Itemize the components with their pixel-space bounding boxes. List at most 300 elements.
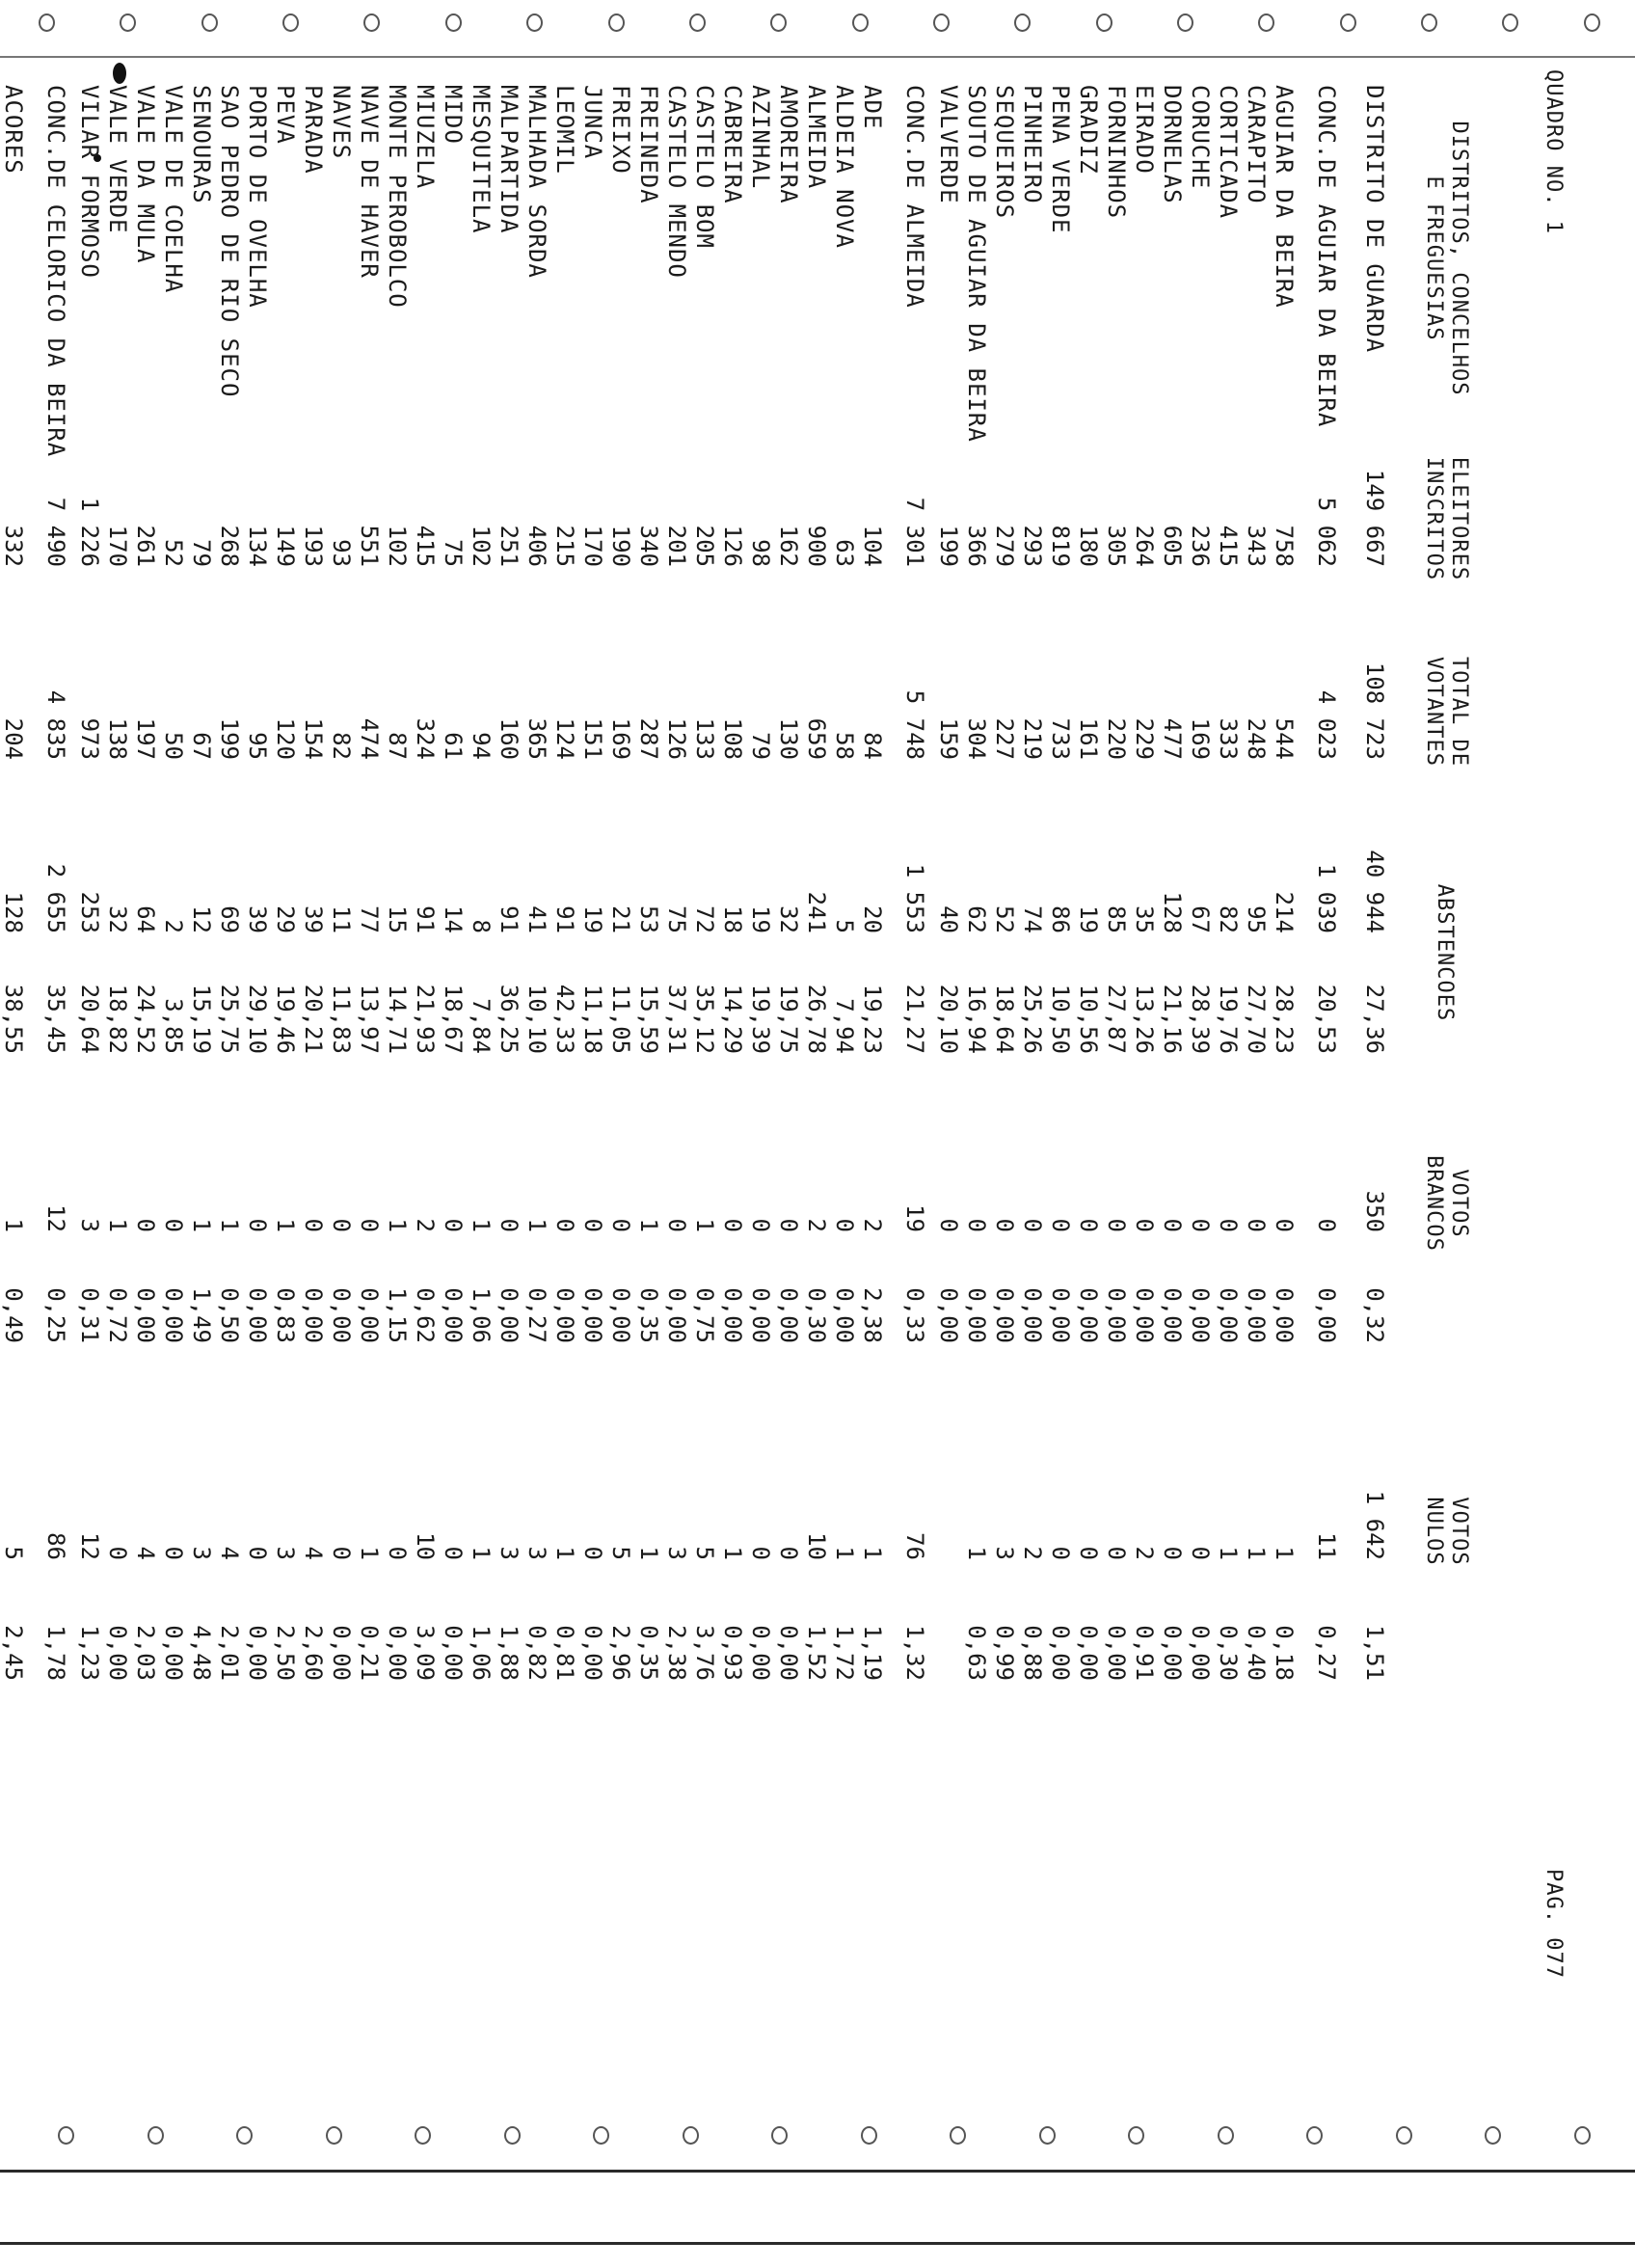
cell-nulos-pct: 0,81 (551, 1625, 578, 1681)
row-name: AMOREIRA (775, 85, 802, 204)
row-name: MIDO (440, 85, 467, 145)
col-header-brancos: VOTOS BRANCOS (1422, 1155, 1471, 1252)
cell-nulos: 76 (901, 1532, 928, 1560)
cell-brancos-pct: 0,31 (76, 1287, 103, 1343)
cell-brancos-pct: 0,00 (160, 1287, 187, 1343)
cell-inscritos: 819 (1047, 525, 1074, 567)
cell-votantes: 159 (935, 717, 962, 760)
cell-inscritos: 268 (216, 525, 243, 567)
table-row (495, 56, 523, 2187)
cell-abstencoes-pct: 35,12 (691, 984, 718, 1054)
cell-votantes: 304 (963, 717, 990, 760)
cell-votantes: 133 (691, 717, 718, 760)
cell-inscritos: 293 (1019, 525, 1046, 567)
cell-brancos-pct: 0,33 (901, 1287, 928, 1343)
cell-votantes: 138 (104, 717, 131, 760)
cell-brancos-pct: 0,00 (1187, 1287, 1214, 1343)
cell-nulos-pct: 0,00 (1103, 1625, 1130, 1681)
cell-nulos: 3 (272, 1546, 299, 1560)
table-row (439, 56, 467, 2187)
cell-brancos-pct: 0,00 (963, 1287, 990, 1343)
cell-inscritos: 261 (132, 525, 159, 567)
cell-inscritos: 305 (1103, 525, 1130, 567)
cell-nulos-pct: 3,09 (412, 1625, 439, 1681)
cell-nulos: 0 (1103, 1546, 1130, 1560)
row-name: NAVE DE HAVER (356, 85, 383, 279)
printout-table (0, 56, 1577, 2187)
cell-nulos-pct: 1,72 (831, 1625, 858, 1681)
cell-inscritos: 7 301 (901, 497, 928, 567)
feed-hole (445, 14, 462, 32)
cell-abstencoes-pct: 10,50 (1047, 984, 1074, 1054)
cell-abstencoes-pct: 13,26 (1131, 984, 1158, 1054)
table-row (523, 56, 550, 2187)
cell-inscritos: 102 (468, 525, 495, 567)
cell-brancos-pct: 0,00 (132, 1287, 159, 1343)
table-row (75, 56, 103, 2187)
concelho-total-row (886, 56, 934, 2187)
cell-brancos-pct: 1,15 (384, 1287, 411, 1343)
district-total-row (1346, 56, 1394, 2187)
cell-votantes: 477 (1159, 717, 1186, 760)
cell-brancos-pct: 0,30 (803, 1287, 830, 1343)
cell-brancos: 0 (1313, 1218, 1340, 1232)
cell-brancos: 0 (132, 1218, 159, 1232)
cell-nulos-pct: 1,06 (468, 1625, 495, 1681)
cell-brancos-pct: 0,00 (328, 1287, 355, 1343)
cell-inscritos: 201 (663, 525, 690, 567)
col-header-inscritos: ELEITORES INSCRITOS (1422, 456, 1471, 581)
row-name: CARAPITO (1243, 85, 1270, 204)
cell-abstencoes: 15 (384, 905, 411, 933)
table-row (411, 56, 439, 2187)
cell-nulos-pct: 1,78 (42, 1625, 69, 1681)
feed-hole (852, 14, 869, 32)
cell-brancos-pct: 0,00 (935, 1287, 962, 1343)
cell-nulos: 5 (0, 1546, 27, 1560)
cell-abstencoes-pct: 25,75 (216, 984, 243, 1054)
cell-abstencoes: 32 (775, 905, 802, 933)
cell-brancos: 0 (1243, 1218, 1270, 1232)
cell-nulos-pct: 0,21 (356, 1625, 383, 1681)
cell-brancos-pct: 0,00 (831, 1287, 858, 1343)
cell-brancos: 0 (1131, 1218, 1158, 1232)
table-row (299, 56, 327, 2187)
cell-votantes: 204 (0, 717, 27, 760)
row-name: ADE (859, 85, 886, 130)
cell-inscritos: 551 (356, 525, 383, 567)
cell-brancos: 0 (991, 1218, 1018, 1232)
cell-brancos-pct: 0,00 (1103, 1287, 1130, 1343)
table-row (1046, 56, 1074, 2187)
cell-nulos-pct: 1,23 (76, 1625, 103, 1681)
cell-nulos: 1 (859, 1546, 886, 1560)
cell-abstencoes-pct: 14,71 (384, 984, 411, 1054)
table-row (1102, 56, 1130, 2187)
cell-abstencoes: 128 (1159, 891, 1186, 933)
cell-abstencoes: 1 553 (901, 863, 928, 933)
cell-brancos: 12 (42, 1204, 69, 1232)
cell-abstencoes-pct: 37,31 (663, 984, 690, 1054)
cell-inscritos: 102 (384, 525, 411, 567)
cell-brancos-pct: 0,00 (1159, 1287, 1186, 1343)
cell-nulos-pct: 0,00 (1047, 1625, 1074, 1681)
cell-votantes: 50 (160, 732, 187, 760)
feed-hole (770, 14, 787, 32)
table-row (187, 56, 215, 2187)
cell-nulos: 1 (356, 1546, 383, 1560)
cell-votantes: 120 (272, 717, 299, 760)
cell-inscritos: 7 490 (42, 497, 69, 567)
row-name: SENOURAS (188, 85, 215, 204)
table-row (1242, 56, 1270, 2187)
cell-abstencoes-pct: 28,39 (1187, 984, 1214, 1054)
cell-brancos-pct: 0,62 (412, 1287, 439, 1343)
cell-nulos-pct: 1,32 (901, 1625, 928, 1681)
cell-nulos-pct: 0,00 (1075, 1625, 1102, 1681)
cell-abstencoes: 67 (1187, 905, 1214, 933)
cell-votantes: 94 (468, 732, 495, 760)
table-row (746, 56, 774, 2187)
row-name: MESQUITELA (468, 85, 495, 234)
cell-votantes: 95 (244, 732, 271, 760)
table-row (271, 56, 299, 2187)
table-row (718, 56, 746, 2187)
cell-brancos-pct: 0,00 (747, 1287, 774, 1343)
cell-inscritos: 149 667 (1361, 469, 1388, 567)
feed-hole (1014, 14, 1031, 32)
cell-votantes: 124 (551, 717, 578, 760)
cell-votantes: 199 (216, 717, 243, 760)
cell-nulos: 3 (496, 1546, 523, 1560)
row-name: CABREIRA (719, 85, 746, 204)
cell-abstencoes-pct: 16,94 (963, 984, 990, 1054)
cell-nulos-pct: 0,00 (1187, 1625, 1214, 1681)
cell-abstencoes: 64 (132, 905, 159, 933)
cell-brancos: 0 (1075, 1218, 1102, 1232)
feed-hole (1096, 14, 1112, 32)
cell-abstencoes-pct: 3,85 (160, 998, 187, 1054)
cell-brancos-pct: 0,00 (440, 1287, 467, 1343)
table-row (830, 56, 858, 2187)
row-name: DISTRITO DE GUARDA (1361, 85, 1388, 354)
cell-abstencoes-pct: 25,26 (1019, 984, 1046, 1054)
cell-abstencoes: 72 (691, 905, 718, 933)
cell-brancos-pct: 0,49 (0, 1287, 27, 1343)
row-name: JUNCA (579, 85, 606, 160)
cell-abstencoes-pct: 7,94 (831, 998, 858, 1054)
cell-nulos-pct: 0,00 (104, 1625, 131, 1681)
cell-abstencoes: 8 (468, 919, 495, 933)
cell-brancos: 0 (160, 1218, 187, 1232)
table-row (1214, 56, 1242, 2187)
cell-inscritos: 180 (1075, 525, 1102, 567)
cell-nulos: 1 (831, 1546, 858, 1560)
cell-inscritos: 215 (551, 525, 578, 567)
cell-votantes: 197 (132, 717, 159, 760)
cell-votantes: 126 (663, 717, 690, 760)
row-name: ALMEIDA (803, 85, 830, 190)
cell-abstencoes: 5 (831, 919, 858, 933)
cell-nulos-pct: 0,18 (1271, 1625, 1298, 1681)
cell-nulos-pct: 0,40 (1243, 1625, 1270, 1681)
row-name: FREIXO (607, 85, 634, 175)
cell-abstencoes-pct: 26,78 (803, 984, 830, 1054)
cell-nulos: 0 (1047, 1546, 1074, 1560)
cell-nulos-pct: 0,91 (1131, 1625, 1158, 1681)
table-row (774, 56, 802, 2187)
cell-abstencoes-pct: 19,75 (775, 984, 802, 1054)
cell-brancos-pct: 0,50 (216, 1287, 243, 1343)
cell-inscritos: 415 (1215, 525, 1242, 567)
cell-brancos: 0 (1187, 1218, 1214, 1232)
row-name: PARADA (300, 85, 327, 175)
cell-votantes: 973 (76, 717, 103, 760)
feed-hole (363, 14, 380, 32)
cell-inscritos: 415 (412, 525, 439, 567)
top-feed-holes (39, 14, 1600, 32)
cell-brancos: 0 (663, 1218, 690, 1232)
cell-nulos: 1 (468, 1546, 495, 1560)
row-name: CONC.DE ALMEIDA (901, 85, 928, 309)
cell-nulos: 4 (132, 1546, 159, 1560)
cell-votantes: 4 023 (1313, 689, 1340, 760)
cell-nulos: 5 (691, 1546, 718, 1560)
row-name: SAO PEDRO DE RIO SECO (216, 85, 243, 398)
table-row (1130, 56, 1158, 2187)
cell-nulos: 2 (1019, 1546, 1046, 1560)
cell-nulos-pct: 0,35 (635, 1625, 662, 1681)
cell-votantes: 248 (1243, 717, 1270, 760)
cell-votantes: 5 748 (901, 689, 928, 760)
bottom-frame-line (0, 2242, 1635, 2245)
cell-brancos: 1 (272, 1218, 299, 1232)
cell-nulos: 3 (523, 1546, 550, 1560)
cell-abstencoes: 11 (328, 905, 355, 933)
cell-inscritos: 134 (244, 525, 271, 567)
cell-nulos-pct: 0,00 (579, 1625, 606, 1681)
cell-inscritos: 98 (747, 539, 774, 567)
cell-votantes: 219 (1019, 717, 1046, 760)
cell-brancos: 0 (1103, 1218, 1130, 1232)
cell-votantes: 151 (579, 717, 606, 760)
cell-nulos-pct: 0,00 (384, 1625, 411, 1681)
row-name: FREINEDA (635, 85, 662, 204)
cell-nulos-pct: 0,63 (963, 1625, 990, 1681)
cell-nulos: 0 (244, 1546, 271, 1560)
cell-inscritos: 126 (719, 525, 746, 567)
table-row (802, 56, 830, 2187)
cell-votantes: 108 (719, 717, 746, 760)
cell-votantes: 169 (607, 717, 634, 760)
cell-inscritos: 199 (935, 525, 962, 567)
cell-votantes: 324 (412, 717, 439, 760)
cell-nulos-pct: 0,93 (719, 1625, 746, 1681)
cell-votantes: 220 (1103, 717, 1130, 760)
cell-abstencoes-pct: 35,45 (42, 984, 69, 1054)
row-name: CORUCHE (1187, 85, 1214, 190)
cell-nulos: 10 (803, 1532, 830, 1560)
cell-brancos-pct: 0,00 (1047, 1287, 1074, 1343)
cell-brancos: 0 (551, 1218, 578, 1232)
row-name: MALPARTIDA (496, 85, 523, 234)
feed-hole (1177, 14, 1193, 32)
cell-votantes: 227 (991, 717, 1018, 760)
row-name: SOUTO DE AGUIAR DA BEIRA (963, 85, 990, 443)
cell-inscritos: 279 (991, 525, 1018, 567)
cell-brancos-pct: 0,00 (1131, 1287, 1158, 1343)
table-row (355, 56, 383, 2187)
cell-nulos-pct: 0,00 (747, 1625, 774, 1681)
cell-nulos: 0 (1187, 1546, 1214, 1560)
cell-inscritos: 52 (160, 539, 187, 567)
row-name: AGUIAR DA BEIRA (1271, 85, 1298, 309)
cell-brancos: 0 (356, 1218, 383, 1232)
row-name: VALE VERDE (104, 85, 131, 234)
cell-nulos-pct: 2,03 (132, 1625, 159, 1681)
cell-nulos-pct: 3,76 (691, 1625, 718, 1681)
table-row (662, 56, 690, 2187)
row-name: EIRADO (1131, 85, 1158, 175)
cell-nulos: 3 (188, 1546, 215, 1560)
table-row (103, 56, 131, 2187)
cell-abstencoes: 20 (859, 905, 886, 933)
cell-brancos-pct: 0,00 (1271, 1287, 1298, 1343)
cell-abstencoes-pct: 10,10 (523, 984, 550, 1054)
cell-abstencoes-pct: 29,10 (244, 984, 271, 1054)
cell-nulos: 0 (579, 1546, 606, 1560)
cell-abstencoes-pct: 27,36 (1361, 984, 1388, 1054)
feed-hole (689, 14, 706, 32)
cell-inscritos: 170 (579, 525, 606, 567)
cell-abstencoes: 35 (1131, 905, 1158, 933)
cell-brancos-pct: 0,00 (244, 1287, 271, 1343)
cell-nulos: 3 (991, 1546, 1018, 1560)
cell-brancos-pct: 0,00 (1243, 1287, 1270, 1343)
cell-brancos-pct: 0,00 (1075, 1287, 1102, 1343)
cell-nulos-pct: 0,88 (1019, 1625, 1046, 1681)
cell-votantes: 87 (384, 732, 411, 760)
cell-abstencoes: 128 (0, 891, 27, 933)
cell-abstencoes-pct: 15,19 (188, 984, 215, 1054)
row-name: PEVA (272, 85, 299, 145)
cell-abstencoes: 91 (496, 905, 523, 933)
cell-brancos-pct: 0,00 (300, 1287, 327, 1343)
cell-brancos-pct: 0,00 (607, 1287, 634, 1343)
cell-nulos-pct: 0,00 (775, 1625, 802, 1681)
cell-nulos: 0 (160, 1546, 187, 1560)
cell-abstencoes: 75 (663, 905, 690, 933)
cell-abstencoes-pct: 28,23 (1271, 984, 1298, 1054)
cell-nulos: 11 (1313, 1532, 1340, 1560)
table-row (1018, 56, 1046, 2187)
cell-brancos-pct: 0,25 (42, 1287, 69, 1343)
cell-nulos-pct: 0,00 (328, 1625, 355, 1681)
cell-brancos-pct: 0,35 (635, 1287, 662, 1343)
table-row (606, 56, 634, 2187)
cell-abstencoes: 253 (76, 891, 103, 933)
feed-hole (1421, 14, 1437, 32)
row-name: MALHADA SORDA (523, 85, 550, 279)
cell-abstencoes-pct: 19,76 (1215, 984, 1242, 1054)
cell-abstencoes-pct: 38,55 (0, 984, 27, 1054)
cell-inscritos: 236 (1187, 525, 1214, 567)
table-row (0, 56, 27, 2187)
cell-abstencoes: 29 (272, 905, 299, 933)
cell-abstencoes: 2 (160, 919, 187, 933)
row-name: PORTO DE OVELHA (244, 85, 271, 309)
cell-brancos: 0 (1271, 1218, 1298, 1232)
cell-inscritos: 79 (188, 539, 215, 567)
cell-abstencoes: 62 (963, 905, 990, 933)
cell-abstencoes-pct: 10,56 (1075, 984, 1102, 1054)
cell-inscritos: 170 (104, 525, 131, 567)
cell-brancos: 1 (384, 1218, 411, 1232)
cell-abstencoes: 19 (747, 905, 774, 933)
cell-nulos: 0 (747, 1546, 774, 1560)
cell-nulos-pct: 2,96 (607, 1625, 634, 1681)
row-name: CORTICADA (1215, 85, 1242, 220)
cell-nulos: 1 (963, 1546, 990, 1560)
cell-abstencoes-pct: 19,23 (859, 984, 886, 1054)
cell-abstencoes: 214 (1271, 891, 1298, 933)
cell-abstencoes: 21 (607, 905, 634, 933)
cell-nulos-pct: 0,27 (1313, 1625, 1340, 1681)
row-name: VALVERDE (935, 85, 962, 204)
cell-votantes: 61 (440, 732, 467, 760)
cell-abstencoes: 12 (188, 905, 215, 933)
cell-abstencoes-pct: 19,39 (747, 984, 774, 1054)
cell-brancos: 2 (859, 1218, 886, 1232)
cell-abstencoes-pct: 36,25 (496, 984, 523, 1054)
cell-brancos: 0 (328, 1218, 355, 1232)
cell-nulos: 1 (551, 1546, 578, 1560)
feed-hole (1502, 14, 1518, 32)
cell-nulos: 0 (440, 1546, 467, 1560)
cell-abstencoes: 40 (935, 905, 962, 933)
cell-abstencoes-pct: 15,59 (635, 984, 662, 1054)
cell-nulos-pct: 4,48 (188, 1625, 215, 1681)
feed-hole (933, 14, 950, 32)
cell-votantes: 229 (1131, 717, 1158, 760)
cell-votantes: 154 (300, 717, 327, 760)
cell-nulos: 0 (328, 1546, 355, 1560)
feed-hole (201, 14, 218, 32)
cell-nulos: 0 (384, 1546, 411, 1560)
cell-brancos: 3 (76, 1218, 103, 1232)
cell-votantes: 4 835 (42, 689, 69, 760)
row-name: ALDEIA NOVA (831, 85, 858, 249)
cell-abstencoes-pct: 18,82 (104, 984, 131, 1054)
cell-votantes: 659 (803, 717, 830, 760)
table-row (1074, 56, 1102, 2187)
row-name: MIUZELA (412, 85, 439, 190)
row-name: CASTELO BOM (691, 85, 718, 249)
cell-brancos-pct: 0,00 (1313, 1287, 1340, 1343)
cell-inscritos: 63 (831, 539, 858, 567)
cell-brancos-pct: 0,27 (523, 1287, 550, 1343)
cell-abstencoes: 241 (803, 891, 830, 933)
concelho-total-row (1298, 56, 1346, 2187)
cell-abstencoes: 40 944 (1361, 850, 1388, 933)
feed-hole (1258, 14, 1274, 32)
cell-nulos: 1 (719, 1546, 746, 1560)
cell-brancos-pct: 0,00 (719, 1287, 746, 1343)
cell-nulos-pct: 0,82 (523, 1625, 550, 1681)
cell-abstencoes-pct: 11,83 (328, 984, 355, 1054)
cell-brancos-pct: 0,83 (272, 1287, 299, 1343)
feed-hole (1340, 14, 1356, 32)
